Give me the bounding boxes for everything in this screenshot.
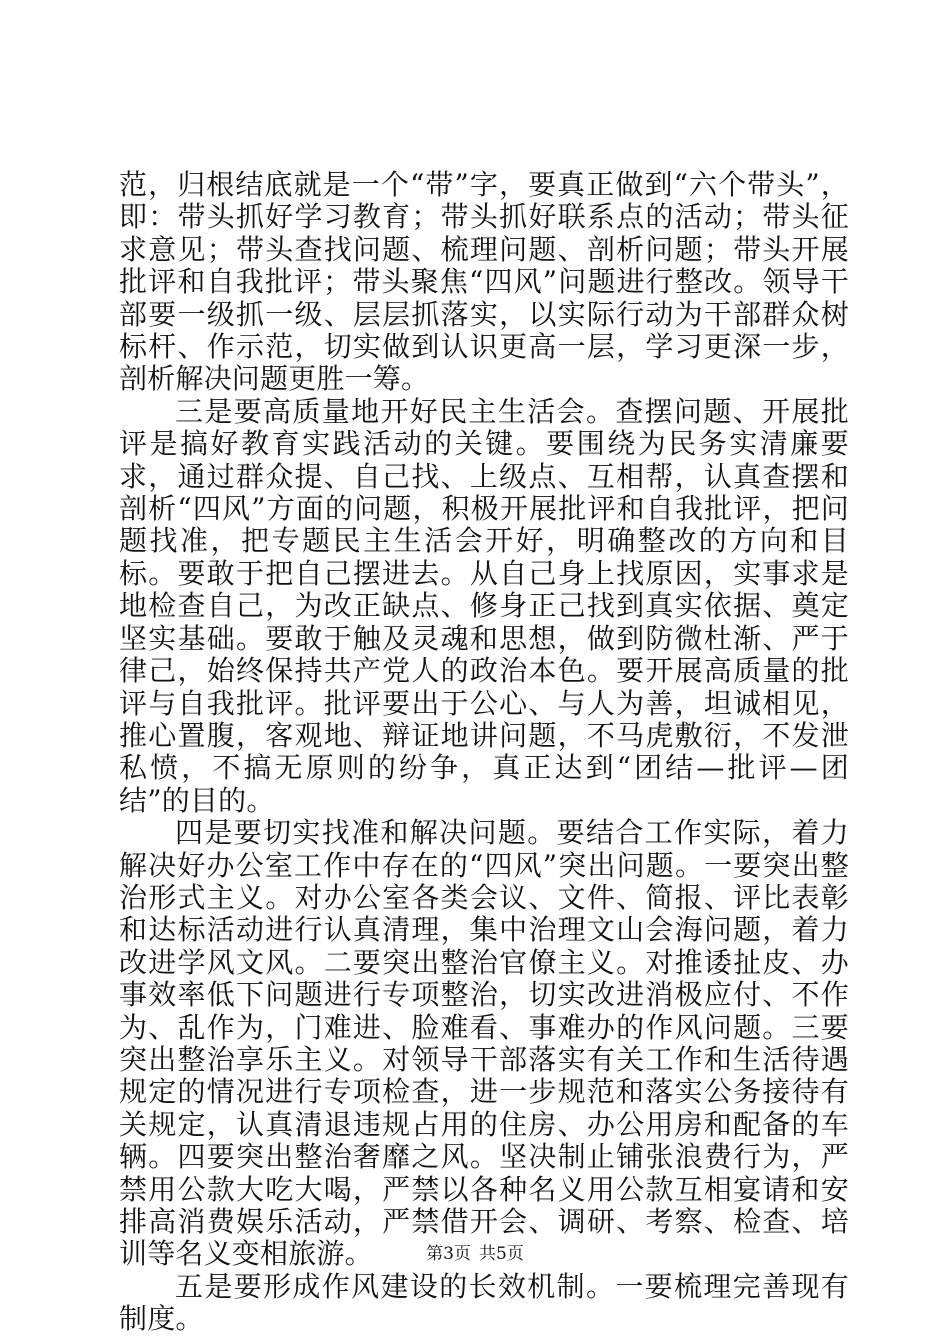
paragraph-2: 三是要高质量地开好民主生活会。查摆问题、开展批评是搞好教育实践活动的关键。要围绕为民务实清廉要求，通过群众提、自己找、上级点、互相帮，认真查摆和剖析“四风”方面的问题，积极开展批评和自我批评，把问题找准，把专题民主生活会开好，明确整改的方向和目标。要敢于把自己摆进去。从自己身上找原因，实事求是地检查自己，为改正缺点、修身正己找到真实依据、奠定坚实基础。要敢于触及灵魂和思想，做到防微杜渐、严于律己，始终保持共产党人的政治本色。要开展高质量的批评与自我批评。批评要出于公心、与人为善，坦诚相见，推心置腹，客观地、辩证地讲问题，不马虎敷衍，不发泄私愤，不搞无原则的纷争，真正达到“团结—批评—团结”的目的。 [119,394,849,817]
paragraph-4: 五是要形成作风建设的长效机制。一要梳理完善现有制度。 [119,1269,849,1336]
current-page-number: 第3页 [426,1244,471,1264]
document-body [119,169,849,1336]
paragraph-3: 四是要切实找准和解决问题。要结合工作实际，着力解决好办公室工作中存在的“四风”突出问题。一要突出整治形式主义。对办公室各类会议、文件、简报、评比表彰和达标活动进行认真清理，集中治理文山会海问题，着力改进学风文风。二要突出整治官僚主义。对推诿扯皮、办事效率低下问题进行专项整治，切实改进消极应付、不作为、乱作为，门难进、脸难看、事难办的作风问题。三要突出整治享乐主义。对领导干部落实有关工作和生活待遇规定的情况进行专项检查，进一步规范和落实公务接待有关规定，认真清退违规占用的住房、办公用房和配备的车辆。四要突出整治奢靡之风。坚决制止铺张浪费行为，严禁用公款大吃大喝，严禁以各种名义用公款互相宴请和安排高消费娱乐活动，严禁借开会、调研、考察、检查、培训等名义变相旅游。 [119,816,849,1271]
page-footer [0,1243,950,1265]
paragraph-1: 范，归根结底就是一个“带”字，要真正做到“六个带头”，即：带头抓好学习教育；带头抓好联系点的活动；带头征求意见；带头查找问题、梳理问题、剖析问题；带头开展批评和自我批评；带头聚焦“四风”问题进行整改。领导干部要一级抓一级、层层抓落实，以实际行动为干部群众树标杆、作示范，切实做到认识更高一层，学习更深一步，剖析解决问题更胜一筹。 [119,168,849,396]
total-pages: 共5页 [479,1244,524,1264]
